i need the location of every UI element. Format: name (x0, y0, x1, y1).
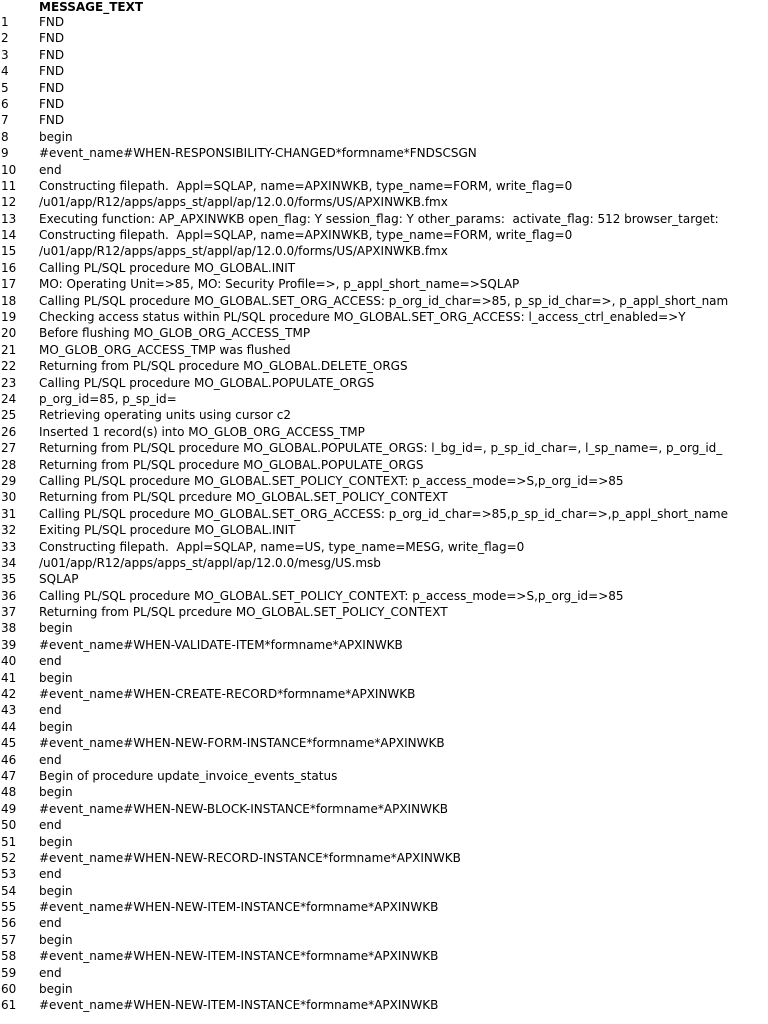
table-row (0, 293, 768, 309)
row-number: 48 (1, 785, 17, 800)
message-text-cell: Constructing filepath. Appl=SQLAP, name=APXINWKB, type_name=FORM, write_flag=0 (39, 178, 573, 193)
table-row (0, 539, 768, 555)
table-row (0, 325, 768, 341)
table-row (0, 112, 768, 128)
message-text-cell: Calling PL/SQL procedure MO_GLOBAL.SET_POLICY_CONTEXT: p_access_mode=>S,p_org_id=>85 (39, 588, 624, 603)
table-row (0, 752, 768, 768)
table-row (0, 440, 768, 456)
message-text-cell: begin (39, 785, 73, 800)
message-text-cell: begin (39, 982, 73, 997)
message-text-cell: Begin of procedure update_invoice_events_status (39, 768, 338, 783)
row-number: 53 (1, 867, 17, 882)
table-row (0, 899, 768, 915)
message-text-cell: Calling PL/SQL procedure MO_GLOBAL.SET_ORG_ACCESS: p_org_id_char=>85, p_sp_id_char=>, p_appl_short_nam (39, 293, 729, 308)
row-number: 18 (1, 293, 17, 308)
table-row (0, 915, 768, 931)
message-text-cell: end (39, 654, 62, 669)
table-row (0, 686, 768, 702)
row-number: 23 (1, 375, 17, 390)
table-row (0, 489, 768, 505)
table-row (0, 768, 768, 784)
row-number: 22 (1, 359, 17, 374)
row-number: 27 (1, 441, 17, 456)
message-text-cell: Calling PL/SQL procedure MO_GLOBAL.SET_POLICY_CONTEXT: p_access_mode=>S,p_org_id=>85 (39, 473, 624, 488)
message-text-cell: MO: Operating Unit=>85, MO: Security Profile=>, p_appl_short_name=>SQLAP (39, 277, 520, 292)
table-row (0, 522, 768, 538)
row-number: 46 (1, 752, 17, 767)
table-row (0, 948, 768, 964)
message-text-cell: FND (39, 80, 65, 95)
message-text-cell: end (39, 916, 62, 931)
message-text-cell: #event_name#WHEN-NEW-ITEM-INSTANCE*formname*APXINWKB (39, 949, 439, 964)
message-text-cell: Before flushing MO_GLOB_ORG_ACCESS_TMP (39, 326, 311, 341)
table-row (0, 637, 768, 653)
message-text-cell: p_org_id=85, p_sp_id= (39, 391, 177, 406)
table-row (0, 342, 768, 358)
row-number: 4 (1, 64, 9, 79)
table-row (0, 834, 768, 850)
table-row (0, 358, 768, 374)
message-text-cell: #event_name#WHEN-NEW-ITEM-INSTANCE*formname*APXINWKB (39, 998, 439, 1013)
message-text-cell: /u01/app/R12/apps/apps_st/appl/ap/12.0.0/mesg/US.msb (39, 555, 381, 570)
table-row (0, 981, 768, 997)
message-text-cell: Returning from PL/SQL procedure MO_GLOBAL.POPULATE_ORGS (39, 457, 424, 472)
row-number: 6 (1, 96, 9, 111)
row-number: 19 (1, 310, 17, 325)
row-number: 13 (1, 211, 17, 226)
table-row (0, 719, 768, 735)
message-text-cell: begin (39, 670, 73, 685)
table-row (0, 850, 768, 866)
table-row (0, 555, 768, 571)
table-row (0, 407, 768, 423)
table-row (0, 145, 768, 161)
message-text-cell: Retrieving operating units using cursor c2 (39, 408, 291, 423)
row-number: 40 (1, 654, 17, 669)
row-number: 61 (1, 998, 17, 1013)
message-text-cell: MO_GLOB_ORG_ACCESS_TMP was flushed (39, 342, 291, 357)
message-text-cell: Constructing filepath. Appl=SQLAP, name=US, type_name=MESG, write_flag=0 (39, 539, 525, 554)
table-row (0, 571, 768, 587)
row-number: 5 (1, 80, 9, 95)
message-text-cell: end (39, 965, 62, 980)
row-number: 49 (1, 801, 17, 816)
row-number: 16 (1, 260, 17, 275)
row-number: 41 (1, 670, 17, 685)
message-text-cell: Constructing filepath. Appl=SQLAP, name=APXINWKB, type_name=FORM, write_flag=0 (39, 228, 573, 243)
row-number: 32 (1, 523, 17, 538)
message-text-cell: end (39, 818, 62, 833)
table-row (0, 670, 768, 686)
table-row (0, 784, 768, 800)
row-number: 9 (1, 146, 9, 161)
message-text-cell: FND (39, 113, 65, 128)
table-row (0, 620, 768, 636)
table-row (0, 243, 768, 259)
row-number: 11 (1, 178, 17, 193)
message-text-cell: FND (39, 15, 65, 29)
table-row (0, 375, 768, 391)
message-text-cell: Inserted 1 record(s) into MO_GLOB_ORG_ACCESS_TMP (39, 424, 365, 439)
row-number: 56 (1, 916, 17, 931)
column-header (0, 0, 768, 14)
message-text-cell: begin (39, 834, 73, 849)
message-text-cell: Calling PL/SQL procedure MO_GLOBAL.POPULATE_ORGS (39, 375, 375, 390)
row-number: 1 (1, 15, 9, 29)
row-number: 14 (1, 228, 17, 243)
table-row (0, 194, 768, 210)
table-row (0, 162, 768, 178)
row-number: 43 (1, 703, 17, 718)
table-row (0, 227, 768, 243)
message-text-cell: FND (39, 96, 65, 111)
row-number: 59 (1, 965, 17, 980)
message-text-cell: begin (39, 932, 73, 947)
message-text-cell: Returning from PL/SQL prcedure MO_GLOBAL.SET_POLICY_CONTEXT (39, 605, 448, 620)
message-text-cell: begin (39, 719, 73, 734)
message-text-cell: FND (39, 64, 65, 79)
message-text-cell: end (39, 752, 62, 767)
row-number: 55 (1, 900, 17, 915)
row-number: 17 (1, 277, 17, 292)
message-text-cell: Returning from PL/SQL procedure MO_GLOBAL.DELETE_ORGS (39, 359, 408, 374)
message-text-cell: begin (39, 883, 73, 898)
row-number: 38 (1, 621, 17, 636)
message-text-cell: /u01/app/R12/apps/apps_st/appl/ap/12.0.0/forms/US/APXINWKB.fmx (39, 244, 448, 259)
message-text-cell: #event_name#WHEN-NEW-ITEM-INSTANCE*formname*APXINWKB (39, 900, 439, 915)
table-row (0, 702, 768, 718)
table-row (0, 14, 768, 30)
row-number: 7 (1, 113, 9, 128)
row-number: 60 (1, 982, 17, 997)
table-row (0, 30, 768, 46)
row-number: 29 (1, 473, 17, 488)
message-text-cell: Returning from PL/SQL procedure MO_GLOBAL.POPULATE_ORGS: l_bg_id=, p_sp_id_char=, l_sp_name=, p_org_id_ (39, 441, 723, 456)
table-row (0, 932, 768, 948)
row-number: 31 (1, 506, 17, 521)
table-row (0, 997, 768, 1013)
table-row (0, 96, 768, 112)
row-number: 44 (1, 719, 17, 734)
row-number: 47 (1, 768, 17, 783)
message-text-cell: #event_name#WHEN-RESPONSIBILITY-CHANGED*formname*FNDSCSGN (39, 146, 477, 161)
row-number: 2 (1, 31, 9, 46)
row-number: 15 (1, 244, 17, 259)
row-number: 28 (1, 457, 17, 472)
table-row (0, 735, 768, 751)
message-text-cell: Calling PL/SQL procedure MO_GLOBAL.INIT (39, 260, 296, 275)
row-number: 36 (1, 588, 17, 603)
message-text-cell: Exiting PL/SQL procedure MO_GLOBAL.INIT (39, 523, 296, 538)
message-text-cell: FND (39, 47, 65, 62)
message-text-cell: SQLAP (39, 572, 79, 587)
table-row (0, 391, 768, 407)
table-row (0, 260, 768, 276)
table-row (0, 817, 768, 833)
row-number: 30 (1, 490, 17, 505)
table-row (0, 653, 768, 669)
row-number: 26 (1, 424, 17, 439)
table-row (0, 604, 768, 620)
message-text-cell: FND (39, 31, 65, 46)
table-row (0, 506, 768, 522)
table-row (0, 866, 768, 882)
message-text-cell: begin (39, 621, 73, 636)
table-row (0, 965, 768, 981)
table-row (0, 473, 768, 489)
row-number: 34 (1, 555, 17, 570)
row-number: 10 (1, 162, 17, 177)
row-number: 52 (1, 850, 17, 865)
table-row (0, 457, 768, 473)
table-row (0, 211, 768, 227)
table-row (0, 309, 768, 325)
row-number: 50 (1, 818, 17, 833)
message-text-cell: #event_name#WHEN-NEW-BLOCK-INSTANCE*formname*APXINWKB (39, 801, 449, 816)
message-text-cell: Returning from PL/SQL prcedure MO_GLOBAL.SET_POLICY_CONTEXT (39, 490, 448, 505)
table-row (0, 883, 768, 899)
table-row (0, 129, 768, 145)
table-row (0, 801, 768, 817)
table-row (0, 588, 768, 604)
message-text-cell: #event_name#WHEN-CREATE-RECORD*formname*APXINWKB (39, 687, 416, 702)
column-header-label: MESSAGE_TEXT (39, 0, 144, 14)
row-number: 20 (1, 326, 17, 341)
message-text-cell: end (39, 162, 62, 177)
table-row (0, 276, 768, 292)
table-row (0, 80, 768, 96)
row-number: 8 (1, 129, 9, 144)
row-number: 3 (1, 47, 9, 62)
message-text-cell: end (39, 703, 62, 718)
table-row (0, 47, 768, 63)
message-text-cell: #event_name#WHEN-VALIDATE-ITEM*formname*APXINWKB (39, 637, 403, 652)
message-text-cell: /u01/app/R12/apps/apps_st/appl/ap/12.0.0/forms/US/APXINWKB.fmx (39, 195, 448, 210)
row-number: 25 (1, 408, 17, 423)
row-number: 54 (1, 883, 17, 898)
row-number: 39 (1, 637, 17, 652)
row-number: 42 (1, 687, 17, 702)
message-text-cell: Calling PL/SQL procedure MO_GLOBAL.SET_ORG_ACCESS: p_org_id_char=>85,p_sp_id_char=>,p_appl_short_name (39, 506, 728, 521)
row-number: 37 (1, 605, 17, 620)
message-text-cell: end (39, 867, 62, 882)
row-number: 12 (1, 195, 17, 210)
row-number: 33 (1, 539, 17, 554)
table-row (0, 424, 768, 440)
row-number: 51 (1, 834, 17, 849)
message-text-cell: begin (39, 129, 73, 144)
row-number: 58 (1, 949, 17, 964)
row-number: 24 (1, 391, 17, 406)
table-row (0, 178, 768, 194)
message-text-cell: Checking access status within PL/SQL procedure MO_GLOBAL.SET_ORG_ACCESS: l_access_ctrl_enabled=>Y (39, 310, 686, 325)
row-number: 21 (1, 342, 17, 357)
row-number: 57 (1, 932, 17, 947)
message-text-cell: Executing function: AP_APXINWKB open_flag: Y session_flag: Y other_params: activate_flag: 512 browser_target: (39, 211, 719, 226)
row-number: 35 (1, 572, 17, 587)
message-list (0, 14, 768, 1014)
message-text-cell: #event_name#WHEN-NEW-FORM-INSTANCE*formname*APXINWKB (39, 736, 445, 751)
row-number: 45 (1, 736, 17, 751)
message-text-cell: #event_name#WHEN-NEW-RECORD-INSTANCE*formname*APXINWKB (39, 850, 461, 865)
table-row (0, 63, 768, 79)
